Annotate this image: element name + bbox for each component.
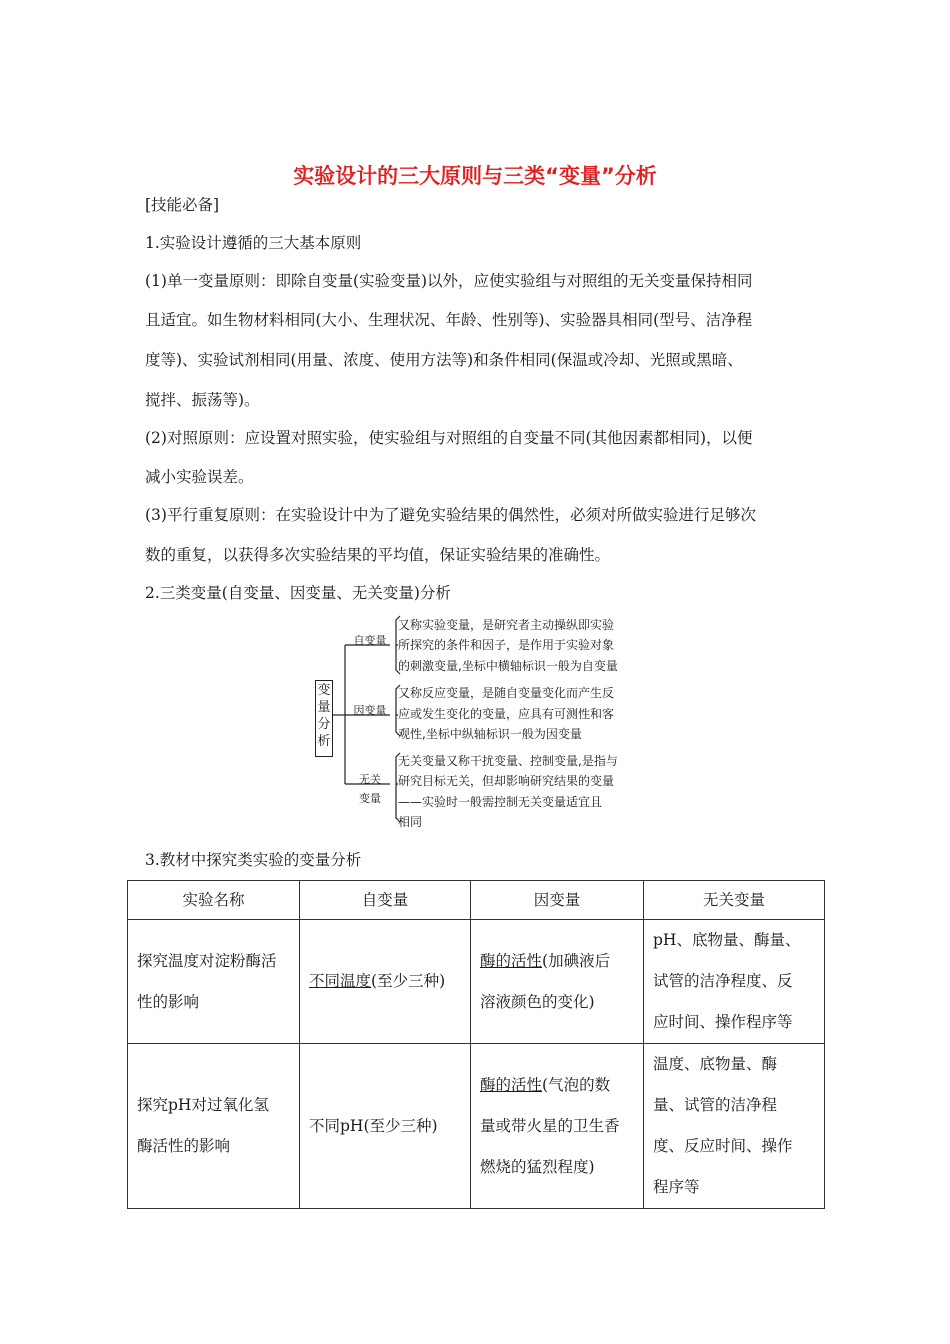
cell-line: 量或带火星的卫生香 [480,1116,620,1135]
root-char: 析 [317,734,331,749]
table-cell-irrelevant [644,1044,825,1209]
branch-2-text: 应或发生变化的变量，应具有可测性和客 [398,707,615,721]
table-header-cell: 实验名称 [128,881,300,920]
cell-line: 程序等 [653,1178,700,1196]
paragraph-2-line: (2)对照原则：应设置对照实验，使实验组与对照组的自变量不同(其他因素都相同)，以便 [145,429,753,447]
cell-line: pH、底物量、酶量、 [653,931,801,949]
section-tag: [技能必备] [145,196,220,214]
branch-2-text: 又称反应变量，是随自变量变化而产生反 [398,686,615,700]
root-char: 量 [317,700,331,715]
diagram-root-box [315,680,333,757]
table-cell-independent [300,920,471,1044]
branch-3-text: 相同 [398,815,423,829]
table-row [128,920,825,1044]
branch-1-text: 的刺激变量,坐标中横轴标识一般为自变量 [398,659,618,673]
cell-text: (气泡的数 [542,1075,611,1094]
heading-3: 3.教材中探究类实验的变量分析 [145,851,362,869]
cell-line: 温度、底物量、酶 [653,1055,778,1073]
branch-label-dependent: 因变量 [353,704,387,717]
branch-3-text: 无关变量又称干扰变量、控制变量,是指与 [398,754,618,768]
table-header-cell: 自变量 [300,881,471,920]
branch-3-text: ——实验时一般需控制无关变量适宜且 [398,795,603,809]
cell-line: 溶液颜色的变化) [480,992,595,1011]
heading-1: 1.实验设计遵循的三大基本原则 [145,234,362,252]
cell-line: 试管的洁净程度、反 [653,972,793,990]
paragraph-1-line: 且适宜。如生物材料相同(大小、生理状况、年龄、性别等)、实验器具相同(型号、洁净程 [145,311,753,329]
cell-text: (至少三种) [371,972,446,990]
variable-analysis-diagram [310,612,650,832]
underlined-term: 酶的活性 [480,1075,543,1094]
underlined-term: 不同温度 [309,972,372,990]
cell-line: 度、反应时间、操作 [653,1137,793,1155]
branch-3-text: 研究目标无关，但却影响研究结果的变量 [398,774,615,788]
table-row [128,1044,825,1209]
heading-2: 2.三类变量(自变量、因变量、无关变量)分析 [145,584,451,602]
cell-line: 性的影响 [137,992,200,1011]
table-header-cell: 因变量 [471,881,644,920]
cell-line: 燃烧的猛烈程度) [480,1157,595,1176]
branch-label-irrelevant: 变量 [359,792,381,805]
table-cell-irrelevant [644,920,825,1044]
cell-line: 酶活性的影响 [137,1137,231,1155]
variable-table [127,880,825,1209]
paragraph-1-line: (1)单一变量原则：即除自变量(实验变量)以外，应使实验组与对照组的无关变量保持相同 [145,272,753,290]
cell-line: 量、试管的洁净程 [653,1096,778,1114]
root-char: 变 [317,683,331,698]
table-cell-independent: 不同pH(至少三种) [300,1044,471,1209]
cell-text: (加碘液后 [542,951,611,970]
branch-label-independent: 自变量 [353,634,387,647]
page-title: 实验设计的三大原则与三类“变量”分析 [293,164,657,188]
paragraph-3-line: (3)平行重复原则：在实验设计中为了避免实验结果的偶然性，必须对所做实验进行足够次 [145,506,756,524]
paragraph-1-line: 度等)、实验试剂相同(用量、浓度、使用方法等)和条件相同(保温或冷却、光照或黑暗、 [145,351,743,369]
branch-1-text: 所探究的条件和因子，是作用于实验对象 [398,638,615,652]
paragraph-1-line: 搅拌、振荡等)。 [145,391,260,409]
table-cell-dependent [471,1044,644,1209]
cell-line: 应时间、操作程序等 [653,1013,793,1031]
cell-line: 探究pH对过氧化氢 [137,1096,269,1114]
branch-label-irrelevant: 无关 [359,773,381,786]
table-cell-dependent [471,920,644,1044]
table-header-cell: 无关变量 [644,881,825,920]
paragraph-3-line: 数的重复，以获得多次实验结果的平均值，保证实验结果的准确性。 [145,546,611,564]
underlined-term: 酶的活性 [480,951,543,970]
cell-line: 探究温度对淀粉酶活 [137,951,277,970]
root-char: 分 [317,717,331,732]
paragraph-2-line: 减小实验误差。 [145,468,254,486]
branch-1-text: 又称实验变量，是研究者主动操纵即实验 [398,618,615,632]
table-header-row [128,881,825,920]
table-cell-experiment [128,1044,300,1209]
table-cell-experiment [128,920,300,1044]
branch-2-text: 观性,坐标中纵轴标识一般为因变量 [398,727,582,741]
